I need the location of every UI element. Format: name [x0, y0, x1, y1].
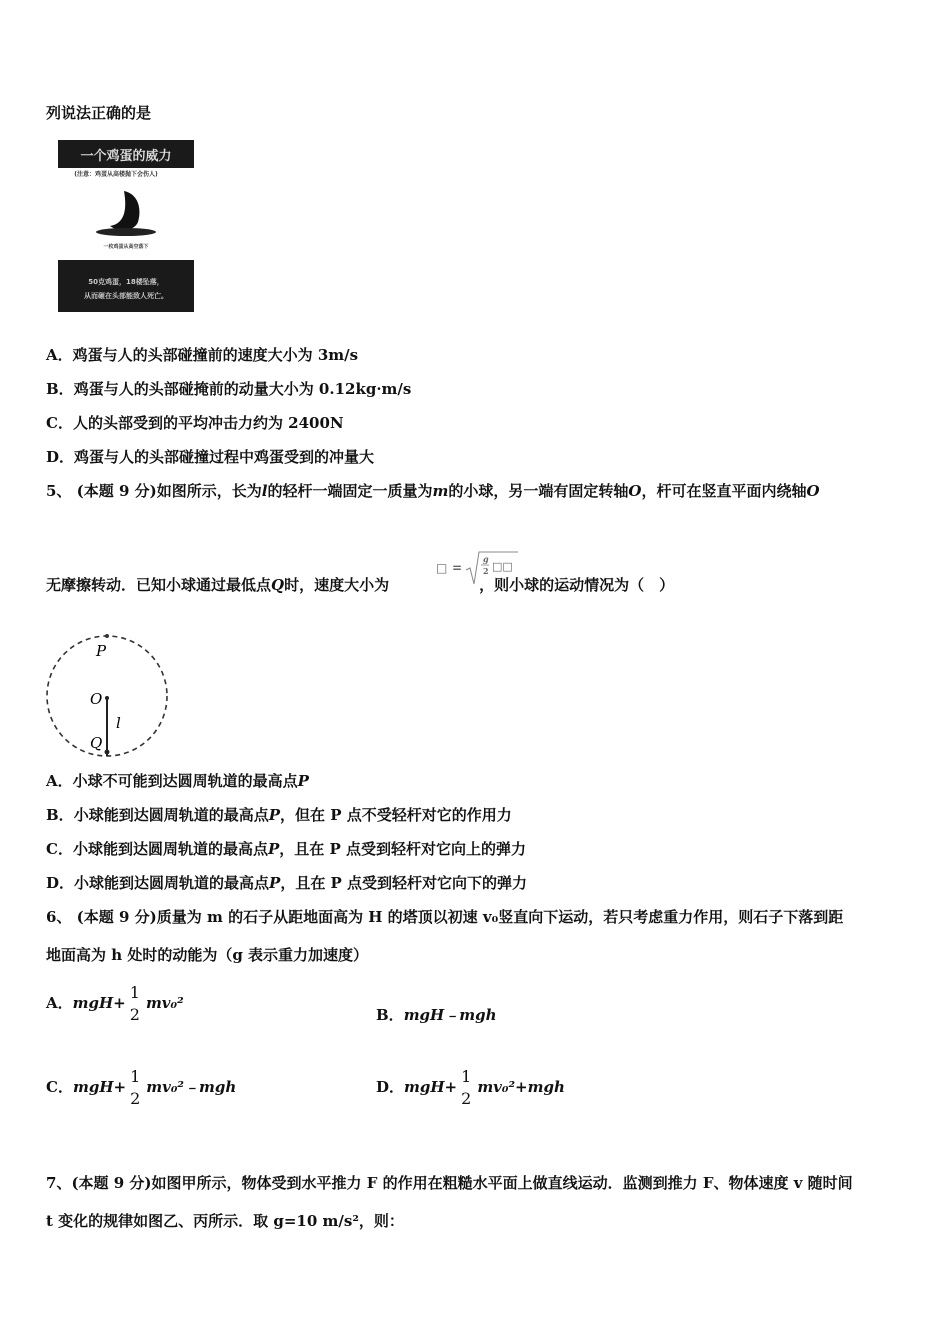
- q6-line-1: 6、 (本题 9 分)质量为 m 的石子从距地面高为 H 的塔顶以初速 v₀竖直向下运动，若只考虑重力作用，则石子下落到距: [46, 908, 844, 926]
- label-p: P: [96, 642, 107, 660]
- q5-option-a: A．小球不可能到达圆周轨道的最高点P: [46, 772, 309, 790]
- q6-option-c: C．mgH+ 1 2 mv₀²﹣mgh: [46, 1067, 237, 1108]
- poster-caption: 一枚鸡蛋从高空落下: [103, 244, 149, 250]
- q4-option-c: C．人的头部受到的平均冲击力约为 2400N: [46, 414, 344, 432]
- intro-text: 列说法正确的是: [46, 104, 152, 122]
- q4-option-a: A．鸡蛋与人的头部碰撞前的速度大小为 3m/s: [46, 346, 359, 364]
- label-q: Q: [90, 734, 103, 752]
- circle-rod-figure: [40, 628, 175, 758]
- q5-option-b: B．小球能到达圆周轨道的最高点P，但在 P 点不受轻杆对它的作用力: [46, 806, 512, 824]
- q7-line-2: t 变化的规律如图乙、丙所示．取 g=10 m/s²，则：: [46, 1212, 404, 1230]
- poster-bottom-line-2: 从而砸在头部能致人死亡。: [84, 292, 168, 300]
- svg-text:g: g: [483, 554, 489, 564]
- velocity-formula: [432, 548, 522, 590]
- q6-line-2: 地面高为 h 处时的动能为（g 表示重力加速度）: [46, 946, 369, 964]
- poster-bottom-line-1: 50克鸡蛋，18楼坠落，: [88, 278, 164, 286]
- svg-text:□□: □□: [492, 560, 513, 573]
- q6-option-a: A．mgH+ 1 2 mv₀²: [46, 983, 184, 1024]
- q4-option-d: D．鸡蛋与人的头部碰撞过程中鸡蛋受到的冲量大: [46, 448, 375, 466]
- svg-text:□: □: [436, 561, 448, 575]
- q5-option-d: D．小球能到达圆周轨道的最高点P，且在 P 点受到轻杆对它向下的弹力: [46, 874, 528, 892]
- label-o: O: [90, 690, 103, 708]
- svg-text:=: =: [452, 561, 463, 575]
- q5-line-1: 5、 (本题 9 分)如图所示，长为l的轻杆一端固定一质量为m的小球，另一端有固定转轴O，杆可在竖直平面内绕轴O: [46, 482, 820, 500]
- q6-option-b: B．mgH﹣mgh: [376, 1006, 497, 1024]
- q5-line-2: 无摩擦转动．已知小球通过最低点Q时，速度大小为 ，则小球的运动情况为（ ）: [46, 576, 675, 594]
- q4-option-b: B．鸡蛋与人的头部碰掩前的动量大小为 0.12kg·m/s: [46, 380, 412, 398]
- poster-title: 一个鸡蛋的威力: [80, 149, 172, 164]
- q6-option-d: D．mgH+ 1 2 mv₀²+mgh: [376, 1067, 565, 1108]
- poster-subtitle: (注意：鸡蛋从高楼抛下会伤人): [74, 171, 158, 178]
- svg-text:2: 2: [483, 566, 489, 576]
- label-l: l: [116, 714, 121, 732]
- q5-option-c: C．小球能到达圆周轨道的最高点P，且在 P 点受到轻杆对它向上的弹力: [46, 840, 526, 858]
- q7-line-1: 7、(本题 9 分)如图甲所示，物体受到水平推力 F 的作用在粗糙水平面上做直线运动．监测到推力 F、物体速度 v 随时间: [46, 1174, 853, 1192]
- egg-poster-figure: [46, 136, 196, 316]
